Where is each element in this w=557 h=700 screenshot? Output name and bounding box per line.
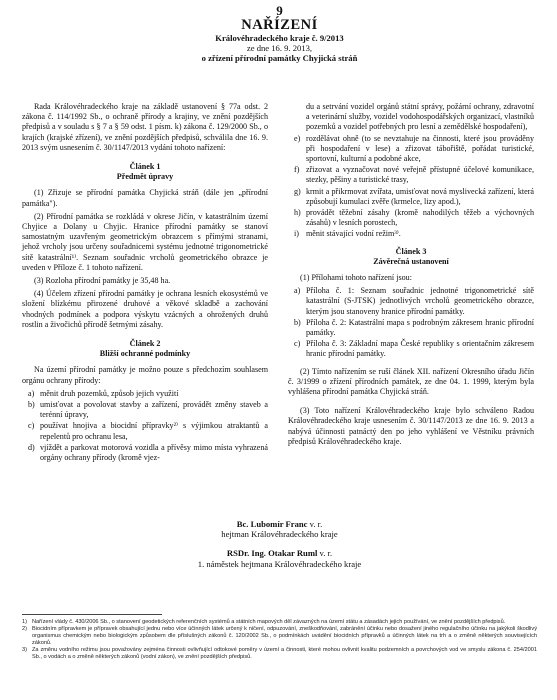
list-item: g) krmit a přikrmovat zvířata, umisťovat nová myslivecká zařízení, která způsobují kumulaci zvěře (krmelce, lizy apod.),	[294, 186, 534, 206]
article-1-para-1: (1) Zřizuje se přírodní památka Chyjická stráň (dále jen „přírodní památka").	[22, 188, 268, 208]
footnotes	[22, 619, 537, 661]
article-1-para-3: (3) Rozloha přírodní památky je 35,48 ha.	[34, 276, 171, 286]
list-item-continuation: du a setrvání vozidel orgánů státní správy, požární ochrany, zdravotní a veterinární služby, vozidel vodohospodářských organizací, vlastníků pozemků a vozidel potřebných pro lesní a zemědělské hospodaření),	[306, 102, 534, 132]
document-date: ze dne 16. 9. 2013,	[246, 43, 313, 54]
right-column	[288, 96, 534, 450]
list-item: a) měnit druh pozemků, způsob jejich využití	[28, 388, 179, 398]
list-item: b) umisťovat a povolovat stavby a zařízení, provádět změny staveb a terénní úpravy,	[28, 400, 268, 420]
footnote: 1) Nařízení vlády č. 430/2006 Sb., o stanovení geodetických referenčních systémů a státních mapových děl závazných na území státu a zásadách jejich používání, ve znění pozdějších předpisů.	[22, 619, 506, 625]
annex-item: c) Příloha č. 3: Základní mapa České republiky s orientačním zákresem hranic přírodní památky.	[294, 339, 534, 359]
list-item: e) rozdělávat ohně (to se nevztahuje na činnosti, které jsou prováděny při hospodaření v lese) a zřizovat tábořiště, pořádat turistické, sportovní, kulturní a podobné akce,	[294, 133, 534, 164]
left-column	[22, 96, 268, 464]
list-item: i) měnit stávající vodní režim³⁾.	[294, 229, 401, 239]
article-1-para-2: (2) Přírodní památka se rozkládá v okrese Jičín, v katastrálním území Chyjice a Dolany u Chyjic. Hranice přírodní památky se stanoví samostatným uzavřeným geometrickým obrazcem s přímými stranami, jehož vrcholy jsou určeny souřadnicemi systému jednotné trigonometrické sítě katastrální¹⁾. Seznam souřadnic vrcholů geometrického obrazce je uveden v Příloze č. 1 tohoto nařízení.	[22, 211, 268, 272]
article-3-para-1: (1) Přílohami tohoto nařízení jsou:	[300, 273, 412, 283]
article-2-number: Článek 2	[129, 339, 161, 349]
page-number: 9	[276, 3, 283, 18]
signatory-name: Bc. Lubomír Franc	[236, 519, 308, 529]
article-3-para-2: (2) Tímto nařízením se ruší článek XII. nařízení Okresního úřadu Jičín č. 3/1999 o zřízení přírodních památek, ze dne 04. 1. 1999, kterým byla vyhlášena přírodní památka Chyjická stráň.	[288, 366, 534, 397]
document-title: NAŘÍZENÍ	[241, 17, 318, 33]
article-1-para-4: (4) Účelem zřízení přírodní památky je ochrana lesních ekosystémů ve složení blízkému přirozené druhové a věkové skladbě a zachování vhodných podmínek a podpora výskytu vzácných a ohrožených druhů rostlin a živočichů přírodě šetrnými zásahy.	[22, 289, 268, 329]
article-1-title: Předmět úpravy	[116, 172, 174, 182]
article-2-intro: Na území přírodní památky je možno pouze s předchozím souhlasem orgánu ochrany přírody:	[22, 365, 268, 385]
article-3-para-3: (3) Toto nařízení Královéhradeckého kraje bylo schváleno Radou Královéhradeckého kraje usnesením č. 30/1147/2013 ze dne 16. 9. 2013 a nabývá účinnosti patnáctý den po jeho vyhlášení ve Věstníku právních předpisů Královéhradeckého kraje.	[288, 406, 534, 446]
article-3-number: Článek 3	[395, 246, 427, 256]
document-page	[22, 3, 537, 660]
footnote: 2) Biocidním přípravkem je přípravek obsahující jednu nebo více účinných látek určený k ničení, odpuzování, zneškodňování, zabránění účinku nebo dosažení jiného regulačního účinku na jakýkoli škodlivý organismus chemickým nebo biologickým způsobem dle příslušných zákonů č. 120/2002 Sb., o podmínkách uvádění biocidních přípravků a účinných látek na trh a o změně některých souvisejících zákonů.	[22, 626, 537, 646]
body-columns	[22, 96, 537, 506]
article-2-title: Bližší ochranné podmínky	[99, 349, 191, 359]
signatory-role: 1. náměstek hejtmana Královéhradeckého kraje	[197, 558, 362, 569]
footnote: 3) Za změnu vodního režimu jsou považovány zejména činnosti ovlivňující odtokové poměry v území a činnosti, které mohou ovlivnit kvalitu podzemních a povrchových vod ve smyslu zákona č. 254/2001 Sb., o vodách a o změně některých zákonů (vodní zákon), ve znění pozdějších předpisů.	[22, 647, 537, 660]
list-item: d) vjíždět a parkovat motorová vozidla a přívěsy mimo místa vyhrazená orgány ochrany přírody (kromě vjez-	[28, 442, 268, 463]
annex-item: b) Příloha č. 2: Katastrální mapa s podrobným zákresem hranic přírodní památky.	[294, 317, 534, 338]
signature-2: RSDr. Ing. Otakar Ruml v. r.	[226, 548, 333, 559]
signatory-role: hejtman Královéhradeckého kraje	[221, 529, 338, 540]
list-item: h) provádět těžební zásahy (kromě nahodilých těžeb a výchovných zásahů) v lesních porostech,	[294, 208, 534, 228]
article-1-number: Článek 1	[129, 162, 161, 172]
article-3-title: Závěrečná ustanovení	[373, 256, 449, 266]
signature-1: Bc. Lubomír Franc v. r.	[236, 519, 323, 529]
signatory-name: RSDr. Ing. Otakar Ruml	[226, 548, 318, 559]
document-subtitle: Královéhradeckého kraje č. 9/2013	[215, 33, 344, 43]
list-item: f) zřizovat a vyznačovat nové veřejně přístupné účelové komunikace, stezky, pěšiny a turistické trasy,	[294, 165, 534, 185]
document-subject: o zřízení přírodní památky Chyjická stráň	[201, 53, 358, 64]
annex-item: a) Příloha č. 1: Seznam souřadnic jednotné trigonometrické sítě katastrální (S-JTSK) jednotlivých vrcholů geometrického obrazce, kterým jsou stanoveny hranice přírodní památky.	[294, 286, 534, 316]
footnote-divider	[22, 614, 162, 615]
signature-block	[22, 519, 537, 569]
list-item: c) používat hnojiva a biocidní přípravky²⁾ s výjimkou atraktantů a repelentů pro ochranu lesa,	[28, 421, 268, 441]
intro-paragraph: Rada Královéhradeckého kraje na základě ustanovení § 77a odst. 2 zákona č. 114/1992 Sb., o ochraně přírody a krajiny, ve znění pozdějších předpisů a v souladu s § 7 a § 59 odst. 1 písm. k) zákona č. 129/2000 Sb., o krajích (krajské zřízení), ve znění pozdějších předpisů, schválila dne 16. 9. 2013 svým usnesením č. 30/1147/2013 vydání tohoto nařízení:	[22, 102, 268, 152]
